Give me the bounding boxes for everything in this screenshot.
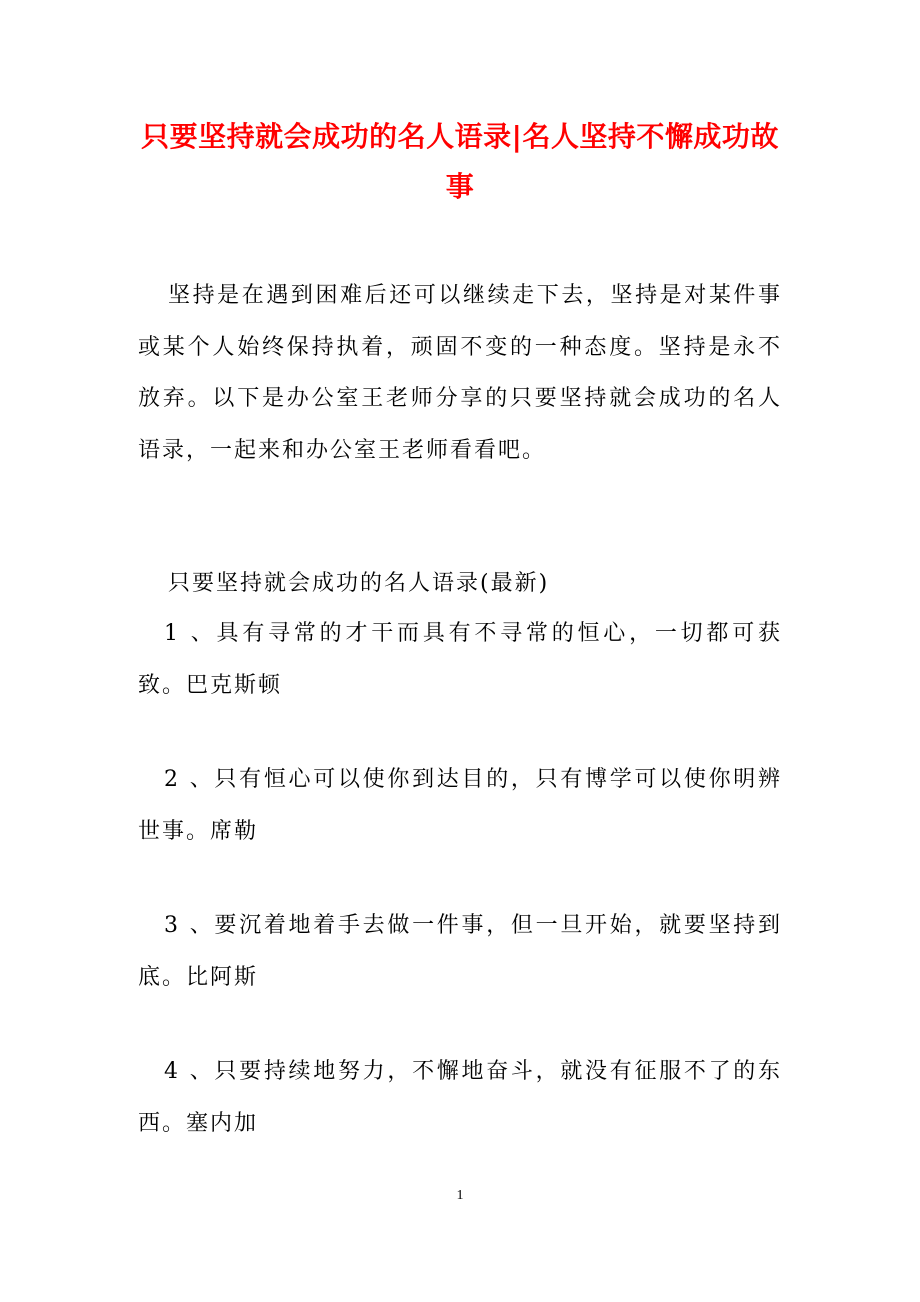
page-number: 1 <box>456 1188 464 1203</box>
document-title: 只要坚持就会成功的名人语录|名人坚持不懈成功故事 <box>141 120 779 203</box>
quote-item-4: 4 、只要持续地努力，不懈地奋斗，就没有征服不了的东西。塞内加 <box>138 1059 782 1136</box>
quote-item-2: 2 、只有恒心可以使你到达目的，只有博学可以使你明辨世事。席勒 <box>138 767 782 844</box>
section-heading: 只要坚持就会成功的名人语录(最新) <box>168 571 550 596</box>
intro-paragraph: 坚持是在遇到困难后还可以继续走下去，坚持是对某件事或某个人始终保持执着，顽固不变的一种态度。坚持是永不放弃。以下是办公室王老师分享的只要坚持就会成功的名人语录，一起来和办公室王老师看看吧。 <box>138 283 782 463</box>
quote-item-1: 1 、具有寻常的才干而具有不寻常的恒心，一切都可获致。巴克斯顿 <box>138 621 782 698</box>
quote-item-3: 3 、要沉着地着手去做一件事，但一旦开始，就要坚持到底。比阿斯 <box>138 913 782 990</box>
